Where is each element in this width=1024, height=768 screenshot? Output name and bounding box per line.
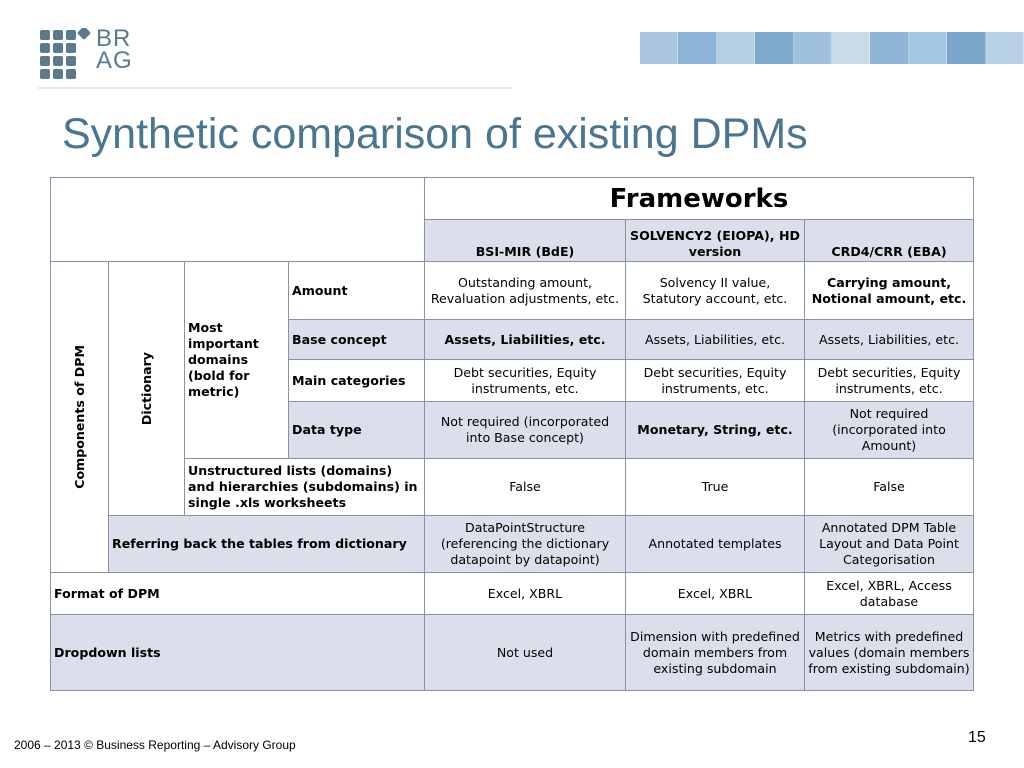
- cell-data-type-solvency2: Monetary, String, etc.: [626, 402, 805, 459]
- cell-format-solvency2: Excel, XBRL: [626, 573, 805, 615]
- domains-label: Most important domains (bold for metric): [185, 262, 289, 459]
- logo-text-line2: AG: [96, 47, 133, 74]
- cell-main-categories-crd4: Debt securities, Equity instruments, etc.: [805, 360, 974, 402]
- cell-amount-solvency2: Solvency II value, Statutory account, etc.: [626, 262, 805, 320]
- cell-unstructured-bsi: False: [425, 459, 626, 516]
- components-of-dpm-label: Components of DPM: [51, 262, 109, 573]
- row-label-dropdown-lists: Dropdown lists: [51, 615, 425, 691]
- cell-main-categories-bsi: Debt securities, Equity instruments, etc.: [425, 360, 626, 402]
- cell-dropdown-bsi: Not used: [425, 615, 626, 691]
- row-label-data-type: Data type: [289, 402, 425, 459]
- footer-copyright: 2006 – 2013 © Business Reporting – Advisory Group: [14, 738, 296, 752]
- cell-base-concept-solvency2: Assets, Liabilities, etc.: [626, 320, 805, 360]
- column-header-bsi-mir: BSI-MIR (BdE): [425, 220, 626, 262]
- cell-format-crd4: Excel, XBRL, Access database: [805, 573, 974, 615]
- dpm-comparison-table: [50, 177, 974, 691]
- cell-base-concept-crd4: Assets, Liabilities, etc.: [805, 320, 974, 360]
- row-label-format-of-dpm: Format of DPM: [51, 573, 425, 615]
- cell-dropdown-crd4: Metrics with predefined values (domain members from existing subdomain): [805, 615, 974, 691]
- cell-dropdown-solvency2: Dimension with predefined domain members from existing subdomain: [626, 615, 805, 691]
- dictionary-label: Dictionary: [109, 262, 185, 516]
- cell-referring-crd4: Annotated DPM Table Layout and Data Point Categorisation: [805, 516, 974, 573]
- logo-wordmark: [96, 25, 133, 74]
- row-label-main-categories: Main categories: [289, 360, 425, 402]
- cell-data-type-crd4: Not required (incorporated into Amount): [805, 402, 974, 459]
- row-label-base-concept: Base concept: [289, 320, 425, 360]
- cell-main-categories-solvency2: Debt securities, Equity instruments, etc.: [626, 360, 805, 402]
- column-header-crd4: CRD4/CRR (EBA): [805, 220, 974, 262]
- cell-amount-crd4: Carrying amount, Notional amount, etc.: [805, 262, 974, 320]
- cell-unstructured-crd4: False: [805, 459, 974, 516]
- header-divider: [38, 87, 512, 89]
- row-label-unstructured-lists: Unstructured lists (domains) and hierarchies (subdomains) in single .xls worksheets: [185, 459, 425, 516]
- cell-referring-bsi: DataPointStructure (referencing the dictionary datapoint by datapoint): [425, 516, 626, 573]
- cell-base-concept-bsi: Assets, Liabilities, etc.: [425, 320, 626, 360]
- cell-format-bsi: Excel, XBRL: [425, 573, 626, 615]
- row-label-referring-back: Referring back the tables from dictionary: [109, 516, 425, 573]
- column-header-solvency2: SOLVENCY2 (EIOPA), HD version: [626, 220, 805, 262]
- page-title: Synthetic comparison of existing DPMs: [62, 110, 808, 158]
- logo-text-line1: BR: [96, 25, 132, 52]
- page-number: 15: [968, 729, 986, 746]
- cell-referring-solvency2: Annotated templates: [626, 516, 805, 573]
- header-banner: [640, 32, 1024, 64]
- cell-amount-bsi: Outstanding amount, Revaluation adjustments, etc.: [425, 262, 626, 320]
- frameworks-header: Frameworks: [425, 178, 974, 220]
- row-label-amount: Amount: [289, 262, 425, 320]
- cell-data-type-bsi: Not required (incorporated into Base concept): [425, 402, 626, 459]
- table-corner-cell: [51, 178, 425, 262]
- cell-unstructured-solvency2: True: [626, 459, 805, 516]
